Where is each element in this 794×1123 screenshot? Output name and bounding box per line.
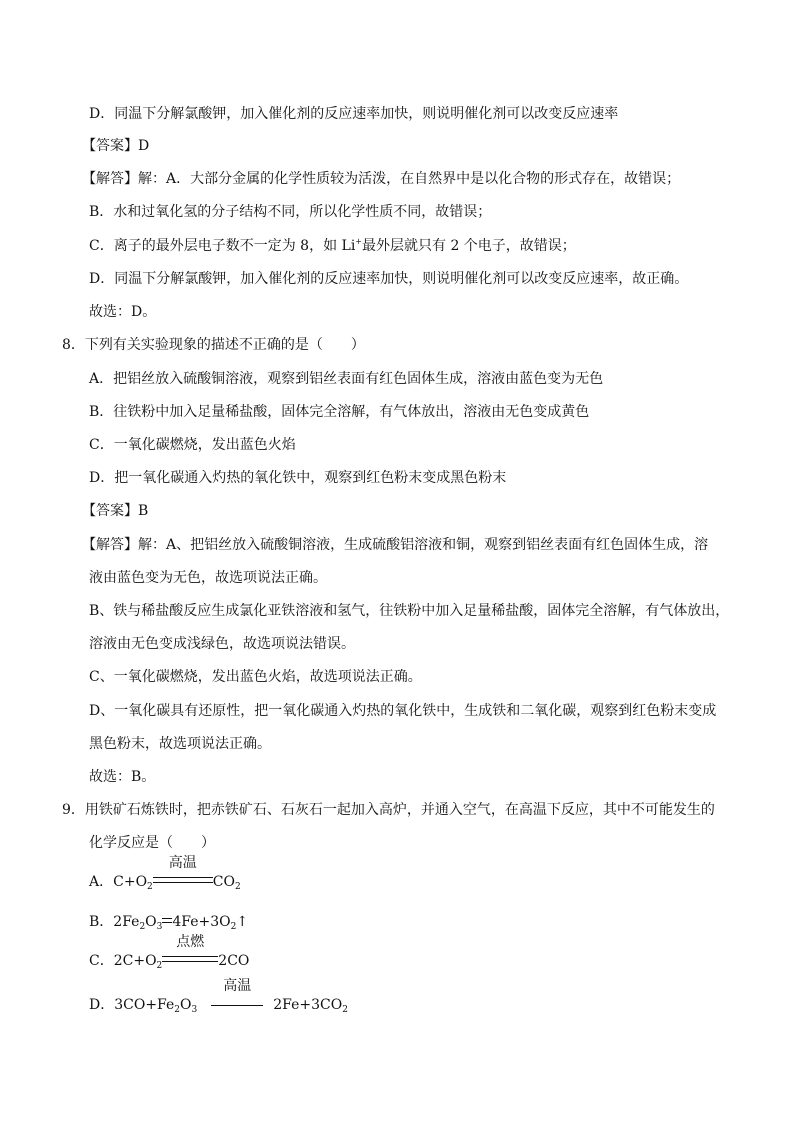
q8-option-c: C．一氧化碳燃烧，发出蓝色火焰: [89, 437, 296, 453]
option-d-label: D．: [89, 997, 115, 1013]
eq-c-condition-bar: [162, 934, 218, 971]
q8-answer: 【答案】B: [82, 503, 149, 519]
eq-c-condition: 点燃: [176, 934, 205, 950]
q7-explanation-c-pre: C．离子的最外层电子数不一定为 8，如 Li: [89, 238, 356, 254]
eq-d-reactants: $3CO+Fe_2O_3$: [114, 997, 198, 1015]
eq-b-reactants: $2Fe_2O_3$: [113, 914, 163, 932]
q8-explanation-b-line2: 溶液由无色变成浅绿色，故选项说法错误。: [89, 636, 355, 652]
option-b-label: B．: [89, 914, 114, 930]
eq-c-reactants: $2C+O_2$: [113, 953, 163, 971]
q7-explanation-a: 【解答】解：A．大部分金属的化学性质较为活泼，在自然界中是以化合物的形式存在，故错误；: [82, 171, 681, 187]
q7-explanation-d: D．同温下分解氯酸钾，加入催化剂的反应速率加快，则说明催化剂可以改变反应速率，故正确。: [89, 271, 689, 287]
q8-option-a: A．把铝丝放入硫酸铜溶液，观察到铝丝表面有红色固体生成，溶液由蓝色变为无色: [89, 371, 604, 387]
question-8-stem: 8．下列有关实验现象的描述不正确的是（ ）: [62, 337, 365, 353]
q8-explanation-a-line1: 【解答】解：A、把铝丝放入硫酸铜溶液，生成硫酸铝溶液和铜，观察到铝丝表面有红色固体生成，溶: [82, 537, 709, 553]
q8-option-d: D．把一氧化碳通入灼热的氧化铁中，观察到红色粉末变成黑色粉末: [89, 470, 507, 486]
q8-option-b: B．往铁粉中加入足量稀盐酸，固体完全溶解，有气体放出，溶液由无色变成黄色: [89, 404, 590, 420]
question-9-stem-line2: 化学反应是（ ）: [89, 835, 215, 851]
q9-option-d: [89, 978, 348, 1015]
q7-selection: 故选：D。: [89, 304, 157, 320]
q7-option-d: D．同温下分解氯酸钾，加入催化剂的反应速率加快，则说明催化剂可以改变反应速率: [89, 106, 619, 122]
q8-selection: 故选：B。: [89, 769, 156, 785]
eq-a-condition: 高温: [168, 855, 197, 871]
eq-a-reactants: $C+O_2$: [113, 874, 153, 892]
eq-d-condition-bar: [211, 978, 263, 1015]
eq-b-equals-sign: [162, 918, 172, 923]
eq-b-products: $4Fe+3O_2↑$: [172, 914, 249, 932]
q8-explanation-a-line2: 液由蓝色变为无色，故选项说法正确。: [89, 570, 327, 586]
eq-a-products: $CO_2$: [212, 874, 241, 892]
q7-explanation-c: [89, 236, 576, 256]
eq-c-products: 2CO: [218, 953, 250, 969]
question-9-stem-line1: 9．用铁矿石炼铁时，把赤铁矿石、石灰石一起加入高炉，并通入空气，在高温下反应，其中不可能发生的: [62, 802, 715, 818]
eq-a-condition-bar: [153, 855, 213, 892]
option-a-label: A．: [89, 874, 114, 890]
q9-option-c: [89, 934, 250, 971]
q8-explanation-d-line2: 黑色粉末，故选项说法正确。: [89, 736, 271, 752]
li-charge-superscript: +: [355, 237, 362, 246]
q7-answer: 【答案】D: [82, 138, 150, 154]
option-c-label: C．: [89, 953, 114, 969]
q8-explanation-c: C、一氧化碳燃烧，发出蓝色火焰，故选项说法正确。: [89, 669, 422, 685]
q9-option-a: [89, 855, 241, 892]
q8-explanation-d-line1: D、一氧化碳具有还原性，把一氧化碳通入灼热的氧化铁中，生成铁和二氧化碳，观察到红色粉末变成: [89, 703, 717, 719]
eq-d-products: $2Fe+3CO_2$: [273, 997, 348, 1015]
eq-d-condition: 高温: [223, 978, 252, 994]
q7-explanation-c-post: 最外层就只有 2 个电子，故错误；: [362, 238, 576, 254]
q8-explanation-b-line1: B、铁与稀盐酸反应生成氯化亚铁溶液和氢气，往铁粉中加入足量稀盐酸，固体完全溶解，有气体放出，: [89, 603, 730, 619]
q7-explanation-b: B．水和过氧化氢的分子结构不同，所以化学性质不同，故错误；: [89, 204, 492, 220]
q9-option-b: [89, 912, 248, 932]
